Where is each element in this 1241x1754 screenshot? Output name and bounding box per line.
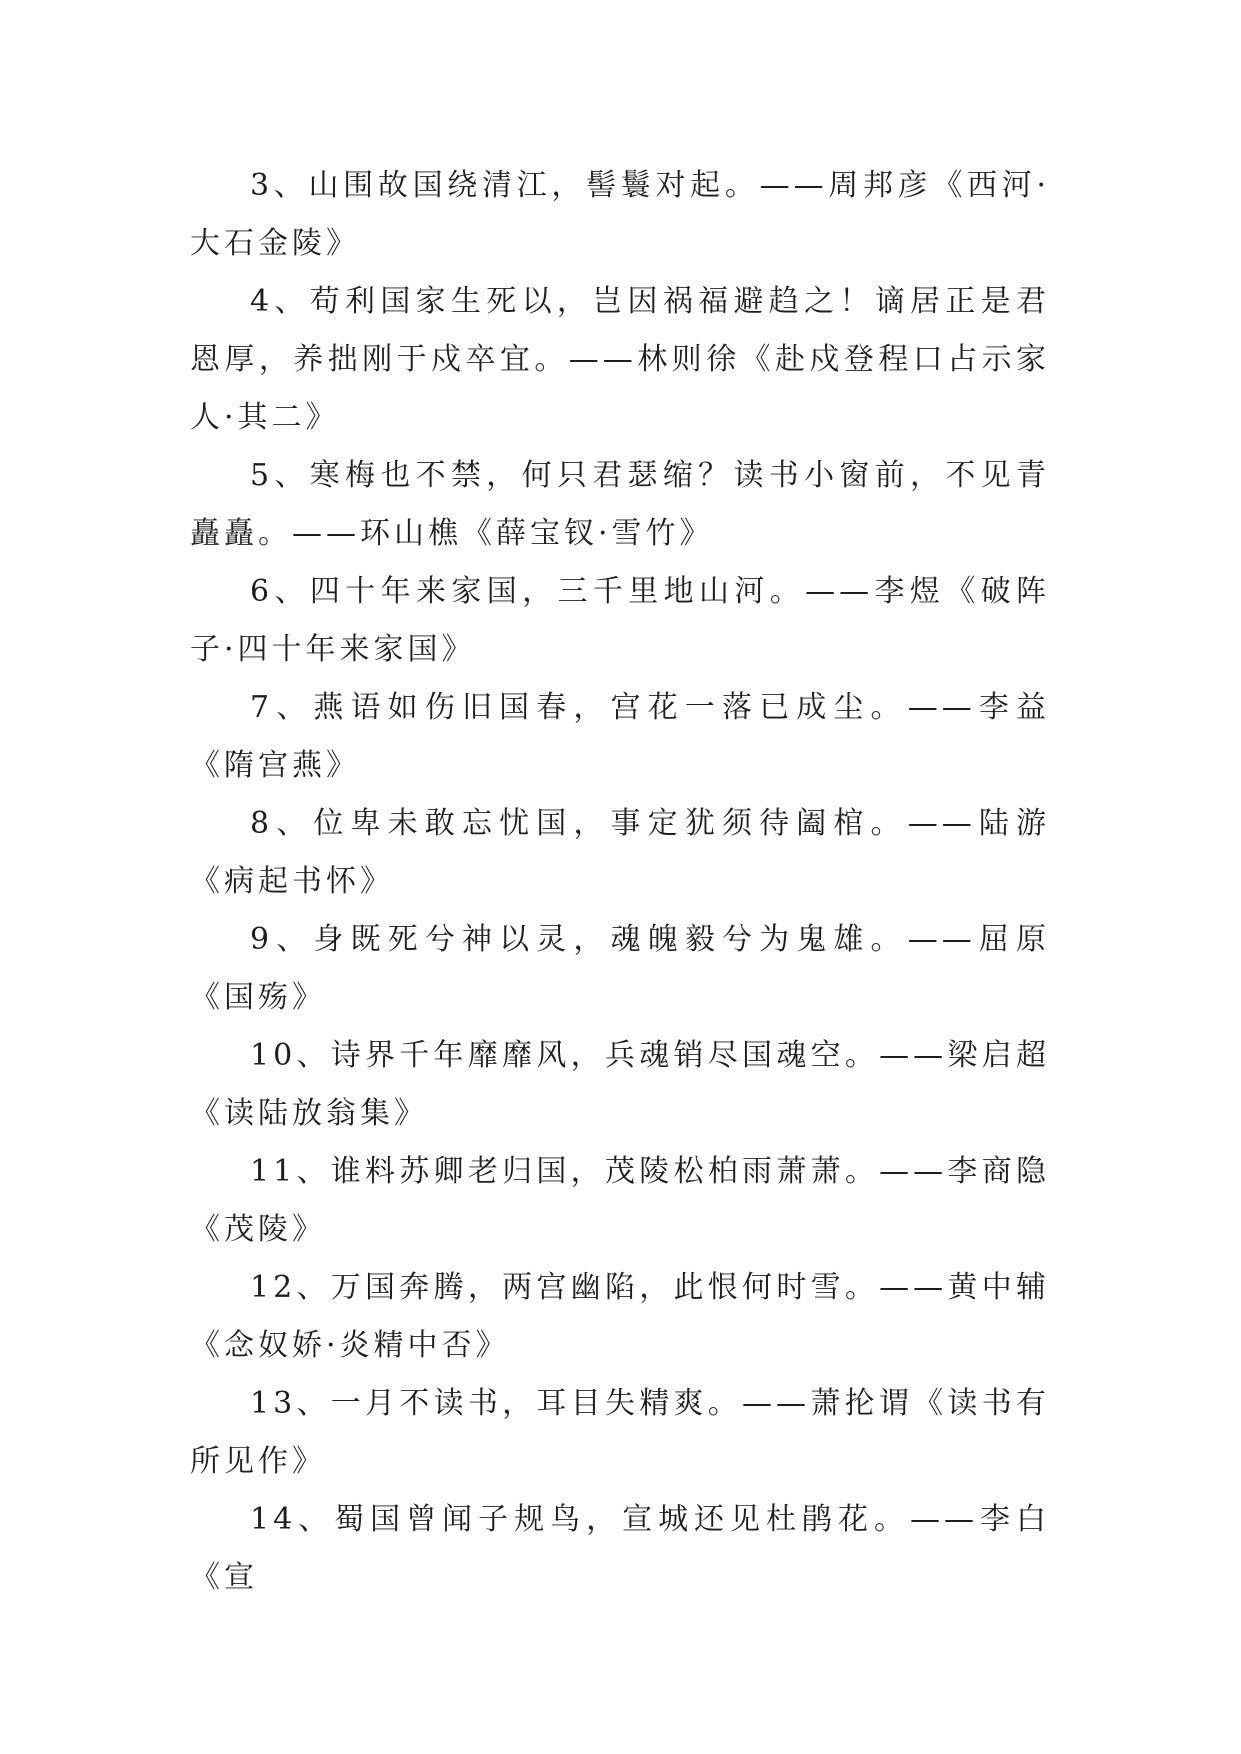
- quote-paragraph-12: 12、万国奔腾，两宫幽陷，此恨何时雪。——黄中辅《念奴娇·炎精中否》: [190, 1270, 1050, 1363]
- quote-paragraph-11: 11、谁料苏卿老归国，茂陵松柏雨萧萧。——李商隐《茂陵》: [190, 1154, 1050, 1247]
- quote-paragraph-5: 5、寒梅也不禁，何只君瑟缩？读书小窗前，不见青矗矗。——环山樵《薛宝钗·雪竹》: [190, 458, 1050, 551]
- document-body: [190, 157, 1050, 1607]
- quote-paragraph-10: 10、诗界千年靡靡风，兵魂销尽国魂空。——梁启超《读陆放翁集》: [190, 1038, 1050, 1131]
- quote-paragraph-8: 8、位卑未敢忘忧国，事定犹须待阖棺。——陆游《病起书怀》: [190, 806, 1050, 899]
- quote-paragraph-13: 13、一月不读书，耳目失精爽。——萧抡谓《读书有所见作》: [190, 1386, 1050, 1479]
- quote-paragraph-4: 4、苟利国家生死以，岂因祸福避趋之！谪居正是君恩厚，养拙刚于戍卒宜。——林则徐《赴戍登程口占示家人·其二》: [190, 284, 1050, 435]
- quote-paragraph-3: 3、山围故国绕清江，髻鬟对起。——周邦彦《西河·大石金陵》: [190, 168, 1050, 261]
- quote-paragraph-14: 14、蜀国曾闻子规鸟，宣城还见杜鹃花。——李白《宣: [190, 1502, 1050, 1595]
- quote-paragraph-6: 6、四十年来家国，三千里地山河。——李煜《破阵子·四十年来家国》: [190, 574, 1050, 667]
- quote-paragraph-9: 9、身既死兮神以灵，魂魄毅兮为鬼雄。——屈原《国殇》: [190, 922, 1050, 1015]
- quote-paragraph-7: 7、燕语如伤旧国春，宫花一落已成尘。——李益《隋宫燕》: [190, 690, 1050, 783]
